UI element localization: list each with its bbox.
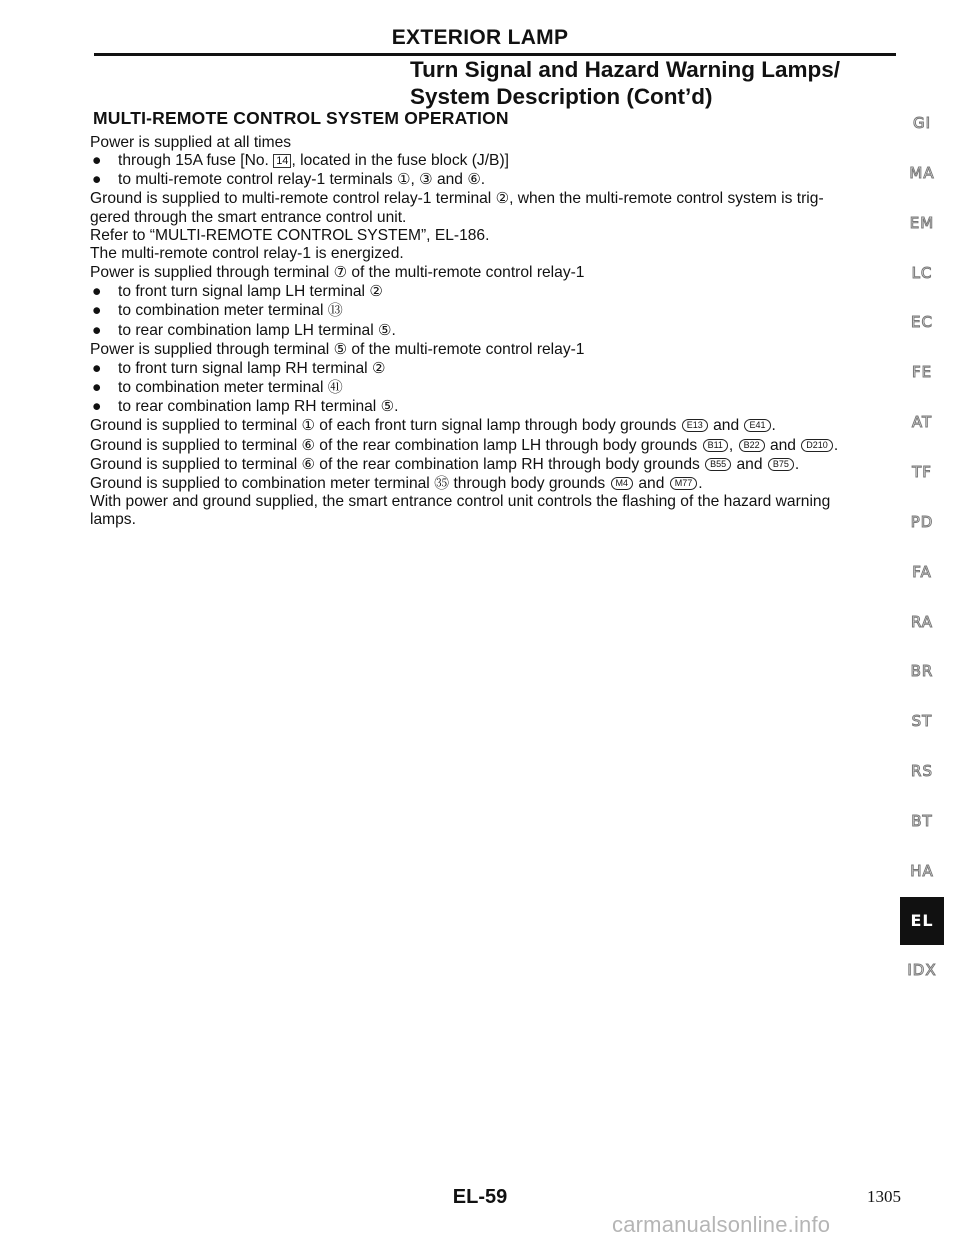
text-run: to combination meter terminal <box>118 379 328 397</box>
text-run: . <box>394 398 399 416</box>
ground-connector-symbol: E13 <box>682 419 708 432</box>
text-run: of the rear combination lamp RH through body grounds <box>314 455 705 473</box>
bullet-icon: ● <box>92 302 102 320</box>
page-header-title: EXTERIOR LAMP <box>391 26 569 49</box>
terminal-number: ⑥ <box>301 454 315 473</box>
text-run: to front turn signal lamp RH terminal <box>118 359 372 377</box>
text-run: . <box>771 417 776 435</box>
bullet-item <box>90 397 905 416</box>
bullet-icon: ● <box>92 359 102 377</box>
text-run: The multi-remote control relay-1 is energized. <box>90 244 404 262</box>
text-run: gered through the smart entrance control unit. <box>90 208 407 226</box>
text-run: , located in the fuse block (J/B)] <box>291 152 509 170</box>
terminal-number: ③ <box>419 170 433 189</box>
fuse-number: 14 <box>273 154 291 168</box>
ground-connector-symbol: D210 <box>801 439 833 452</box>
text-run: Refer to “MULTI-REMOTE CONTROL SYSTEM”, EL-186. <box>90 226 490 244</box>
ground-connector-symbol: B55 <box>705 458 731 471</box>
text-line <box>90 416 905 435</box>
bullet-icon: ● <box>92 283 102 301</box>
text-run: . <box>833 436 839 454</box>
ground-connector-symbol: B22 <box>739 439 765 452</box>
terminal-number: ⑥ <box>467 170 481 189</box>
text-run: of each front turn signal lamp through body grounds <box>314 417 681 435</box>
terminal-number: ㊶ <box>327 378 343 397</box>
text-run: , when the multi-remote control system is trig- <box>509 190 824 208</box>
page-number: EL-59 <box>452 1186 508 1208</box>
text-line <box>90 209 905 227</box>
terminal-number: ⑤ <box>333 339 348 358</box>
section-tab-lc[interactable]: LC <box>911 263 933 282</box>
text-line <box>90 263 905 282</box>
bullet-icon: ● <box>92 152 102 170</box>
text-run: Ground is supplied to combination meter terminal <box>90 474 435 492</box>
section-tab-ec[interactable]: EC <box>911 313 933 332</box>
section-tab-el[interactable]: EL <box>900 897 944 945</box>
terminal-number: ⑬ <box>327 301 343 320</box>
bullet-item <box>90 170 905 189</box>
text-line <box>90 134 905 152</box>
section-tab-at[interactable]: AT <box>911 413 933 432</box>
terminal-number: ② <box>369 282 383 301</box>
section-tab-ha[interactable]: HA <box>910 861 934 880</box>
text-run: and <box>732 455 767 473</box>
section-tab-fa[interactable]: FA <box>912 562 932 581</box>
text-run: and <box>708 417 744 435</box>
text-line <box>90 189 905 208</box>
text-run: , <box>728 436 738 454</box>
text-run: to rear combination lamp RH terminal <box>118 398 381 416</box>
text-run: Power is supplied at all times <box>90 134 292 151</box>
section-tab-st[interactable]: ST <box>911 712 933 731</box>
body-text <box>90 134 905 529</box>
section-tab-ma[interactable]: MA <box>909 163 935 182</box>
subtitle-line-1: Turn Signal and Hazard Warning Lamps/ <box>410 57 841 82</box>
terminal-number: ① <box>301 416 315 435</box>
section-tab-ra[interactable]: RA <box>910 612 934 631</box>
terminal-number: ⑥ <box>301 435 315 454</box>
section-tab-pd[interactable]: PD <box>910 512 934 531</box>
bullet-item <box>90 321 905 340</box>
bullet-item <box>90 301 905 320</box>
text-run: . <box>794 455 800 473</box>
bullet-icon: ● <box>92 398 102 416</box>
text-line <box>90 474 905 493</box>
text-run: and <box>432 171 468 189</box>
bullet-icon: ● <box>92 379 102 397</box>
text-line <box>90 493 905 511</box>
terminal-number: ① <box>397 170 411 189</box>
bullet-icon: ● <box>92 171 102 189</box>
ground-connector-symbol: B75 <box>768 458 794 471</box>
text-run: to multi-remote control relay-1 terminals <box>118 171 398 189</box>
text-run: through 15A fuse [No. <box>118 152 274 170</box>
text-run: , <box>410 171 420 189</box>
ground-connector-symbol: M77 <box>670 477 698 490</box>
text-run: of the rear combination lamp LH through body grounds <box>314 436 702 454</box>
text-run: Ground is supplied to terminal <box>90 417 302 435</box>
section-tab-br[interactable]: BR <box>910 662 934 681</box>
text-run: With power and ground supplied, the smart entrance control unit controls the flashing of the hazard warning <box>90 492 831 510</box>
terminal-number: ⑤ <box>380 397 395 416</box>
section-subtitle <box>410 56 840 110</box>
text-run: Power is supplied through terminal <box>90 340 334 358</box>
terminal-number: ② <box>495 189 510 208</box>
subtitle-line-2: System Description (Cont’d) <box>410 84 713 109</box>
text-run: . <box>480 171 486 189</box>
section-tab-idx[interactable]: IDX <box>907 961 937 980</box>
section-tab-gi[interactable]: GI <box>912 114 932 132</box>
text-run: to rear combination lamp LH terminal <box>118 321 379 339</box>
text-line <box>90 245 905 263</box>
section-tab-fe[interactable]: FE <box>911 363 933 382</box>
text-line <box>90 511 905 529</box>
text-run: Ground is supplied to terminal <box>90 455 302 473</box>
text-run: . <box>391 321 396 339</box>
terminal-number: ⑦ <box>333 263 348 282</box>
bullet-item <box>90 152 905 170</box>
watermark: carmanualsonline.info <box>612 1212 831 1237</box>
text-run: and <box>634 474 669 492</box>
bullet-item <box>90 359 905 378</box>
text-run: Ground is supplied to multi-remote control relay-1 terminal <box>90 190 496 208</box>
text-run: Power is supplied through terminal <box>90 264 334 282</box>
terminal-number: ② <box>371 358 386 377</box>
text-run: of the multi-remote control relay-1 <box>347 264 585 282</box>
text-run: Ground is supplied to terminal <box>90 436 302 454</box>
text-run: of the multi-remote control relay-1 <box>347 340 585 358</box>
text-run: to front turn signal lamp LH terminal <box>118 283 370 301</box>
text-line <box>90 340 905 359</box>
section-tab-rs[interactable]: RS <box>911 762 933 781</box>
section-tab-tf[interactable]: TF <box>912 462 932 481</box>
bullet-item <box>90 282 905 301</box>
text-line <box>90 436 905 455</box>
text-line <box>90 227 905 245</box>
text-run: and <box>765 436 801 454</box>
terminal-number: ㉟ <box>434 473 450 492</box>
ground-connector-symbol: M4 <box>611 477 634 490</box>
text-line <box>90 455 905 474</box>
text-run: through body grounds <box>449 474 610 492</box>
bullet-icon: ● <box>92 321 102 339</box>
section-heading: MULTI-REMOTE CONTROL SYSTEM OPERATION <box>93 108 509 128</box>
ground-connector-symbol: B11 <box>703 439 728 452</box>
ground-connector-symbol: E41 <box>744 419 770 432</box>
text-run: to combination meter terminal <box>118 302 328 320</box>
text-run: lamps. <box>90 511 136 529</box>
section-tab-em[interactable]: EM <box>909 213 935 232</box>
folio-number: 1305 <box>867 1187 901 1206</box>
section-tab-bt[interactable]: BT <box>911 811 933 830</box>
text-run: . <box>698 474 703 492</box>
bullet-item <box>90 378 905 397</box>
terminal-number: ⑤ <box>378 320 392 339</box>
